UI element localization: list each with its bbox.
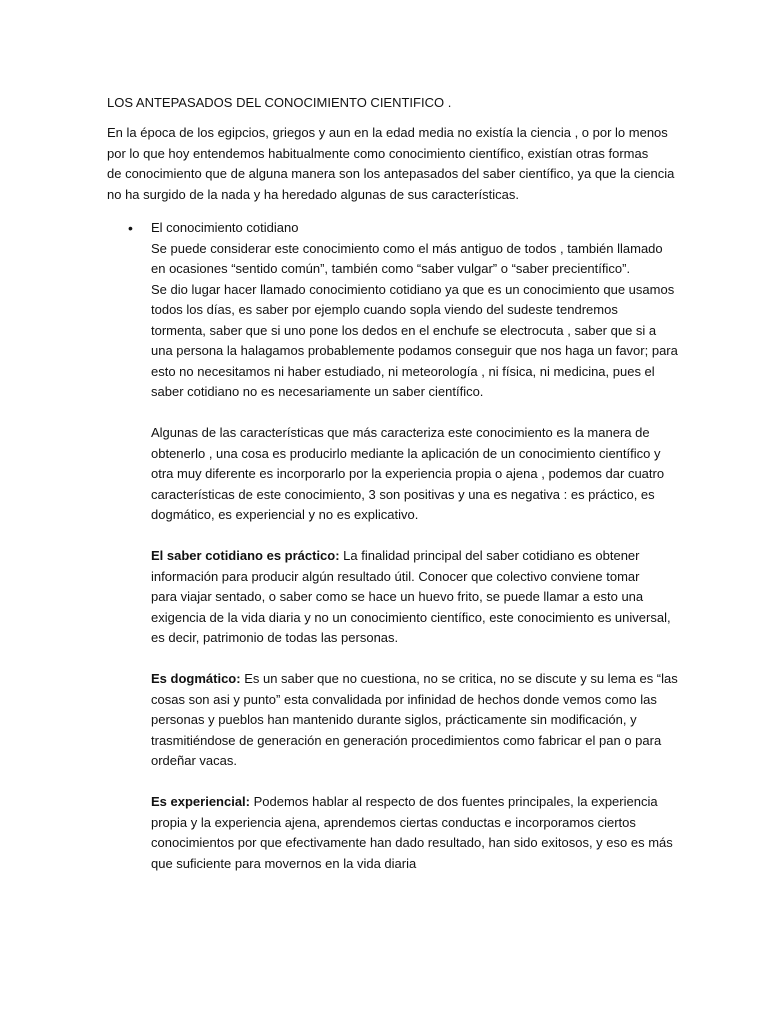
paragraph-text: La finalidad principal del saber cotidiano es obtener [339, 548, 640, 563]
paragraph-line: Se puede considerar este conocimiento como el más antiguo de todos , también llamado [151, 240, 663, 256]
paragraph-line: Se dio lugar hacer llamado conocimiento cotidiano ya que es un conocimiento que usamos [151, 281, 675, 297]
bullet-marker: • [128, 220, 133, 236]
practico-label: El saber cotidiano es práctico: [151, 548, 340, 563]
bullet-content [151, 218, 681, 874]
paragraph-text: Es un saber que no cuestiona, no se critica, no se discute y su lema es “las [240, 671, 678, 686]
paragraph-line [151, 546, 681, 567]
bullet-first-paragraph [151, 218, 681, 403]
intro-paragraph [107, 123, 675, 205]
paragraph-line: obtenerlo , una cosa es producirlo mediante la aplicación de un conocimiento científico y [151, 445, 661, 461]
characteristics-paragraph [151, 423, 681, 526]
paragraph-line: que suficiente para movernos en la vida diaria [151, 855, 417, 871]
paragraph-line: ordeñar vacas. [151, 753, 237, 768]
bullet-heading: El conocimiento cotidiano [151, 220, 299, 235]
paragraph-line: cosas son asi y punto” esta convalidada por infinidad de hechos donde vemos como las [151, 691, 657, 707]
intro-line: En la época de los egipcios, griegos y aun en la edad media no existía la ciencia , o por lo menos [107, 125, 668, 140]
intro-line: de conocimiento que de alguna manera son los antepasados del saber científico, ya que la ciencia [107, 166, 675, 181]
paragraph-line: saber cotidiano no es necesariamente un saber científico. [151, 384, 484, 399]
paragraph-line: características de este conocimiento, 3 son positivas y una es negativa : es práctico, es [151, 486, 655, 502]
paragraph-text: Podemos hablar al respecto de dos fuentes principales, la experiencia [250, 794, 658, 809]
paragraph-line: todos los días, es saber por ejemplo cuando sopla viendo del sudeste tendremos [151, 302, 618, 317]
paragraph-line: es decir, patrimonio de todas las personas. [151, 630, 399, 645]
paragraph-line: propia y la experiencia ajena, aprendemos ciertas conductas e incorporamos ciertos [151, 814, 636, 830]
paragraph-line: exigencia de la vida diaria y no un conocimiento científico, este conocimiento es universal, [151, 609, 671, 625]
intro-line: por lo que hoy entendemos habitualmente como conocimiento científico, existían otras formas [107, 145, 649, 161]
paragraph-line [151, 669, 681, 690]
experiencial-paragraph [151, 792, 681, 874]
document-title: LOS ANTEPASADOS DEL CONOCIMIENTO CIENTIFICO . [107, 95, 452, 110]
paragraph-line: tormenta, saber que si uno pone los dedos en el enchufe se electrocuta , saber que si a [151, 322, 657, 338]
paragraph-line: Algunas de las características que más caracteriza este conocimiento es la manera de [151, 425, 650, 440]
paragraph-line: otra muy diferente es incorporarlo por la experiencia propia o ajena , podemos dar cuatro [151, 466, 665, 481]
paragraph-line: una persona la halagamos probablemente podamos conseguir que nos haga un favor; para [151, 343, 678, 358]
paragraph-line: información para producir algún resultado útil. Conocer que colectivo conviene tomar [151, 568, 640, 584]
paragraph-line: personas y pueblos han mantenido durante siglos, prácticamente sin modificación, y [151, 712, 637, 727]
practico-paragraph [151, 546, 681, 649]
paragraph-line: para viajar sentado, o saber como se hace un huevo frito, se puede llamar a esto una [151, 589, 644, 604]
paragraph-line [151, 792, 681, 813]
intro-line: no ha surgido de la nada y ha heredado algunas de sus características. [107, 186, 519, 202]
paragraph-line: conocimientos por que efectivamente han dado resultado, han sido exitosos, y eso es más [151, 835, 673, 850]
paragraph-line: trasmitiéndose de generación en generación procedimientos como fabricar el pan o para [151, 732, 662, 748]
dogmatico-label: Es dogmático: [151, 671, 241, 686]
paragraph-line: dogmático, es experiencial y no es explicativo. [151, 507, 419, 522]
paragraph-line: esto no necesitamos ni haber estudiado, ni meteorología , ni física, ni medicina, pues el [151, 363, 655, 379]
experiencial-label: Es experiencial: [151, 794, 250, 809]
dogmatico-paragraph [151, 669, 681, 772]
paragraph-line: en ocasiones “sentido común”, también como “saber vulgar” o “saber precientífico”. [151, 261, 631, 276]
